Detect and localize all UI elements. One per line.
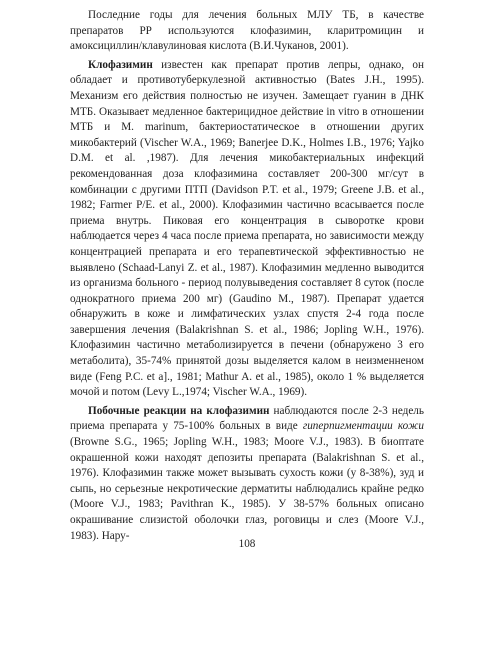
page-number: 108 <box>238 538 256 550</box>
paragraph-body: Последние годы для лечения больных МЛУ ТБ, в качестве препаратов РР используются клофазимин, кларитромицин и амоксициллин/клавулиновая кислота (В.И.Чуканов, 2001). <box>70 9 424 53</box>
paragraph-body: известен как препарат против лепры, однако, он обладает и противотуберкулезной активностью (Bates J.H., 1995). Механизм его действия полностью не изучен. Замещает гуанин в ДНК МТБ. Оказывает медленное бактерицидное действие in vitro в отношении МТБ и M. marinum, бактериостатическое в отношении других микобактерий (Vischer W.A., 1969; Banerjee D.K., Holmes I.B., 1976; Yajko D.M. et al. ,1987). Для лечения микобактериальных инфекций рекомендованная доза клофазимина составляет 200-300 мг/сут в комбинации с другими ПТП (Davidson P.T. et al., 1979; Greene J.B. et al., 1982; Farmer P/E. et al., 2000). Клофазимин частично всасывается после приема внутрь. Пиковая его концентрация в сыворотке крови наблюдается через 4 часа после приема препарата, но зависимости между концентрацией препарата и его терапевтической эффективностью не выявлено (Schaad-Lanyi Z. et al., 1987). Клофазимин медленно выводится из организма больного - период полувыведения составляет 8 суток (после однократного приема 200 мг) (Gaudino M., 1987). Препарат удается обнаружить в коже и лимфатических узлах спустя 2-4 года после завершения лечения (Balakrishnan S. et al., 1986; Jopling W.H., 1976). Клофазимин частично метаболизируется в печени (обнаружено 3 его метаболита), 35-74% принятой дозы выделяется калом в неизменненом виде (Feng P.C. et а]., 1981; Mathur A. et al., 1985), около 1 % выделяется мочой и потом (Levy L.,1974; Vischer W.A., 1969). <box>70 58 424 399</box>
paragraph-body: наблюдаются после 2-3 недель приема препарата у 75-100% больных в виде <box>70 404 424 433</box>
body-text <box>70 8 424 547</box>
paragraph-lead: Клофазимин <box>88 58 153 71</box>
paragraph-emphasis: гиперпигментации кожи <box>302 420 424 433</box>
paragraph-side-effects <box>70 404 424 544</box>
paragraph-tail: (Browne S.G., 1965; Jopling W.H., 1983; Moore V.J., 1983). В биоптате окрашенной кожи находят депозиты препарата (Balakrishnan S. et al., 1976). Клофазимин также может вызывать сухость кожи (у 8-38%), зуд и сыпь, но серьезные некротические дерматиты наблюдались крайне редко (Moore V.J., 1983; Pavithran K., 1985). У 38-57% больных описано окрашивание слизистой оболочки глаз, роговицы и слез (Moore V.J., 1983). Нару- <box>70 436 424 542</box>
paragraph-lead: Побочные реакции на клофазимин <box>88 404 270 417</box>
paragraph-clofazimine <box>70 58 424 401</box>
paragraph-intro <box>70 8 424 55</box>
